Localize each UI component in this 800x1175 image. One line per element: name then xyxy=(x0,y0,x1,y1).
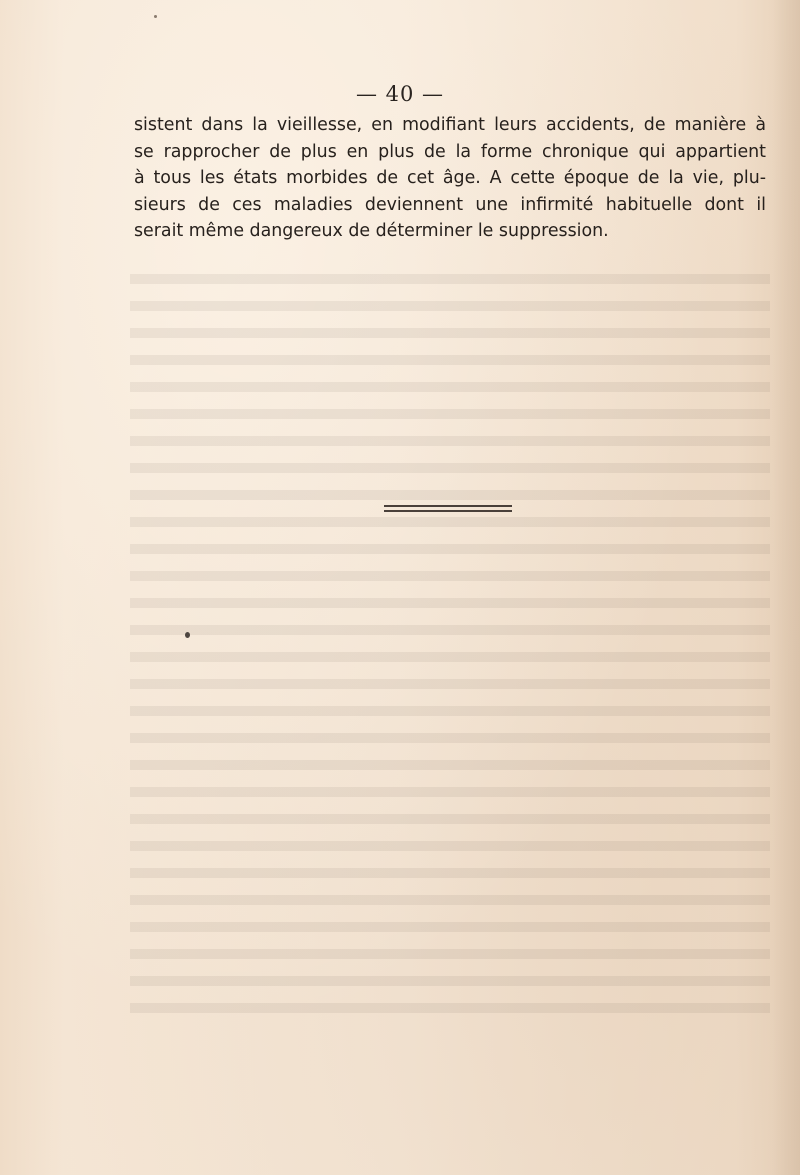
page-edge-shadow xyxy=(772,0,800,1175)
paper-speck xyxy=(154,15,157,18)
text-line-1: sistent dans la vieillesse, en modifiant leurs accidents, de manière à xyxy=(134,115,766,135)
ink-speck xyxy=(185,632,190,638)
page-number: — 40 — xyxy=(355,82,445,106)
text-line-5: serait même dangereux de déterminer le suppression. xyxy=(134,221,609,242)
text-line-4: sieurs de ces maladies deviennent une infirmité habituelle dont il xyxy=(134,194,766,215)
text-line-2: se rapprocher de plus en plus de la forme chronique qui appartient xyxy=(134,141,766,162)
show-through-text xyxy=(130,262,770,1022)
body-paragraph xyxy=(134,112,766,245)
section-divider-bottom xyxy=(384,510,512,512)
section-divider-top xyxy=(384,505,512,507)
text-line-3: à tous les états morbides de cet âge. A cette époque de la vie, plu- xyxy=(134,168,766,189)
